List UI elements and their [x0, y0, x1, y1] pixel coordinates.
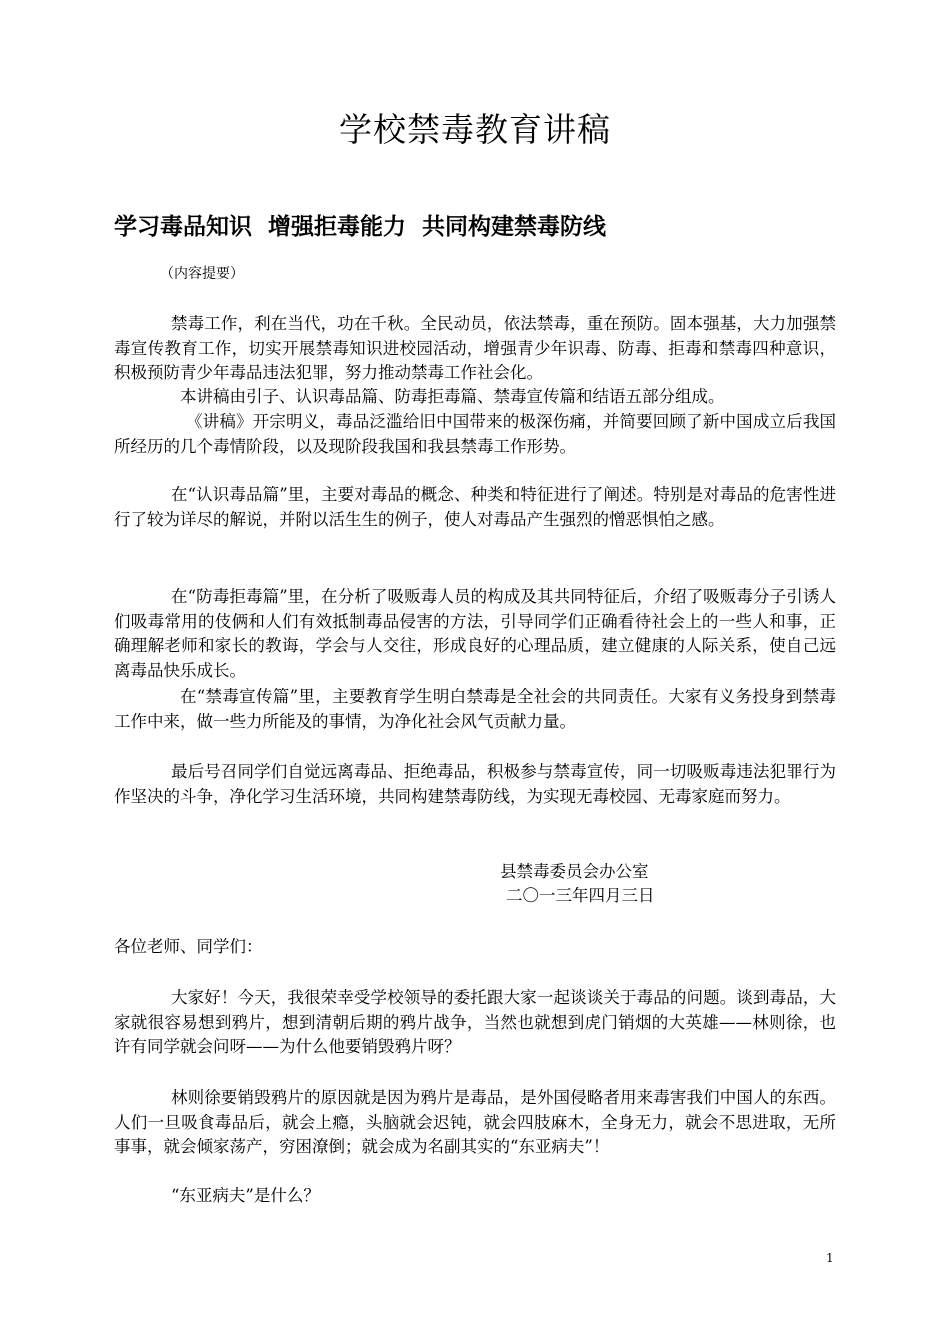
speech-paragraph-3: “东亚病夫”是什么？: [171, 1186, 320, 1205]
signature-office: 县禁毒委员会办公室: [500, 862, 649, 881]
abstract-paragraph-3: 《讲稿》开宗明义，毒品泛滥给旧中国带来的极深伤痛，并简要回顾了新中国成立后我国所经历的几个毒情阶段，以及现阶段我国和我县禁毒工作形势。: [114, 412, 836, 456]
speech-paragraph-1: 大家好！今天，我很荣幸受学校领导的委托跟大家一起谈谈关于毒品的问题。谈到毒品，大家就很容易想到鸦片，想到清朝后期的鸦片战争，当然也就想到虎门销烟的大英雄——林则徐，也许有同学就会问呀——为什么他要销毁鸦片呀？: [114, 988, 836, 1056]
abstract-label: （内容提要）: [160, 266, 244, 282]
speech-paragraph-2: 林则徐要销毁鸦片的原因就是因为鸦片是毒品，是外国侵略者用来毒害我们中国人的东西。人们一旦吸食毒品后，就会上瘾，头脑就会迟钝，就会四肢麻木，全身无力，就会不思进取，无所事事，就会倾家荡产，穷困潦倒；就会成为名副其实的“东亚病夫”！: [114, 1088, 836, 1156]
page-number: 1: [826, 1251, 834, 1265]
speech-greeting: 各位老师、同学们：: [114, 937, 263, 956]
abstract-paragraph-7: 最后号召同学们自觉远离毒品、拒绝毒品，积极参与禁毒宣传，同一切吸贩毒违法犯罪行为作坚决的斗争，净化学习生活环境，共同构建禁毒防线，为实现无毒校园、无毒家庭而努力。: [114, 762, 836, 806]
abstract-paragraph-2: 本讲稿由引子、认识毒品篇、防毒拒毒篇、禁毒宣传篇和结语五部分组成。: [180, 387, 725, 406]
document-title: 学校禁毒教育讲稿: [339, 110, 611, 149]
signature-date: 二〇一三年四月三日: [506, 886, 655, 905]
abstract-paragraph-5: 在“防毒拒毒篇”里，在分析了吸贩毒人员的构成及其共同特征后，介绍了吸贩毒分子引诱人们吸毒常用的伎俩和人们有效抵制毒品侵害的方法，引导同学们正确看待社会上的一些人和事，正确理解老师和家长的教诲，学会与人交往，形成良好的心理品质，建立健康的人际关系，使自己远离毒品快乐成长。: [114, 587, 836, 680]
abstract-paragraph-1: 禁毒工作，利在当代，功在千秋。全民动员，依法禁毒，重在预防。固本强基，大力加强禁毒宣传教育工作，切实开展禁毒知识进校园活动，增强青少年识毒、防毒、拒毒和禁毒四种意识，积极预防青少年毒品违法犯罪，努力推动禁毒工作社会化。: [114, 314, 836, 382]
abstract-paragraph-4: 在“认识毒品篇”里，主要对毒品的概念、种类和特征进行了阐述。特别是对毒品的危害性进行了较为详尽的解说，并附以活生生的例子，使人对毒品产生强烈的憎恶惧怕之感。: [114, 485, 836, 529]
document-subtitle: 学习毒品知识 增强拒毒能力 共同构建禁毒防线: [114, 214, 607, 240]
abstract-paragraph-6: 在“禁毒宣传篇”里，主要教育学生明白禁毒是全社会的共同责任。大家有义务投身到禁毒工作中来，做一些力所能及的事情，为净化社会风气贡献力量。: [114, 687, 836, 731]
